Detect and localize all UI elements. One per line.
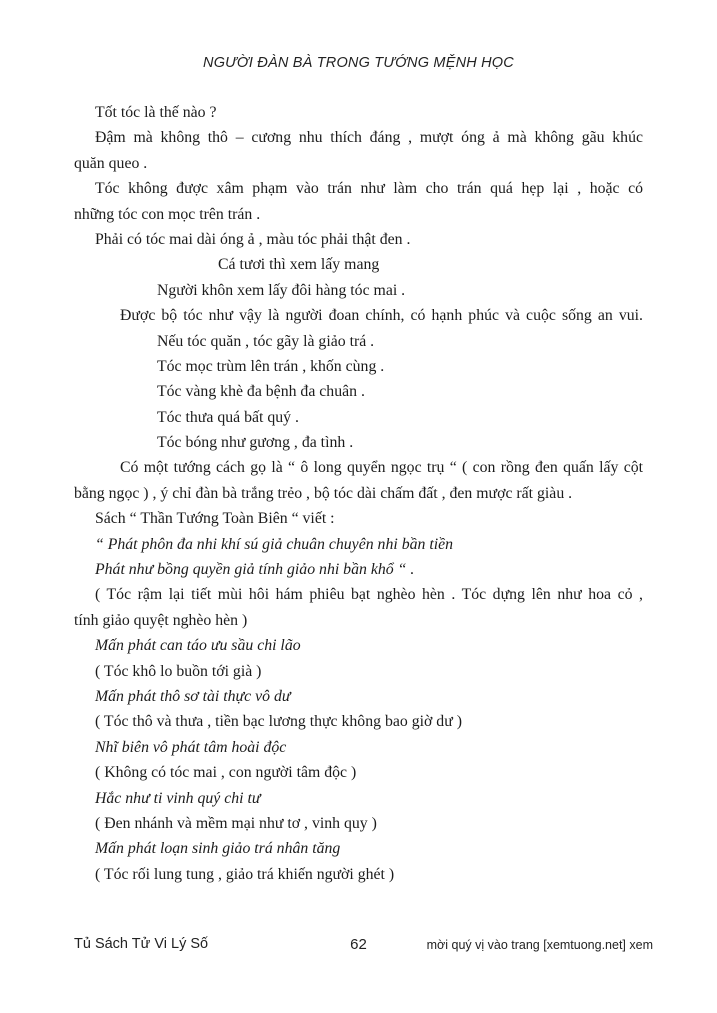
text-line: tính giảo quyệt nghèo hèn ) (74, 611, 248, 629)
text-line: ( Tóc rối lung tung , giảo trá khiến người ghét ) (95, 865, 395, 883)
text-line: Tóc bóng như gương , đa tình . (157, 434, 354, 452)
footer-series-title: Tủ Sách Tử Vi Lý Số (74, 936, 209, 952)
quote-line: Nhĩ biên vô phát tâm hoài độc (95, 738, 287, 756)
text-line: Được bộ tóc như vậy là người đoan chính, có hạnh phúc và cuộc sống an vui. (120, 307, 643, 325)
text-line: Nếu tóc quăn , tóc gãy là giảo trá . (157, 332, 375, 350)
text-line: Đậm mà không thô – cương nhu thích đáng , mượt óng ả mà không gãu khúc (95, 129, 643, 147)
text-line: những tóc con mọc trên trán . (74, 205, 261, 223)
quote-line: Mấn phát thô sơ tài thực vô dư (95, 687, 291, 705)
text-line: Tóc thưa quá bất quý . (157, 408, 299, 426)
text-line: Tóc mọc trùm lên trán , khốn cùng . (157, 357, 385, 375)
quote-line: Phát như bồng quyền giả tính giảo nhi bần khổ “ . (95, 561, 415, 579)
body-text (74, 100, 643, 887)
verse-line: Cá tươi thì xem lấy mang (218, 256, 380, 274)
page-footer (0, 936, 717, 956)
text-line: ( Đen nhánh và mềm mại như tơ , vinh quy ) (95, 814, 377, 832)
text-line: ( Tóc khô lo buồn tới già ) (95, 662, 262, 680)
page-number: 62 (350, 936, 367, 953)
text-line: bằng ngọc ) , ý chỉ đàn bà trắng trẻo , bộ tóc dài chấm đất , đen mược rất giàu . (74, 484, 573, 502)
text-line: Tóc không được xâm phạm vào trán như làm cho trán quá hẹp lại , hoặc có (95, 180, 643, 198)
page-title: NGƯỜI ĐÀN BÀ TRONG TƯỚNG MỆNH HỌC (203, 55, 514, 71)
text-line: quăn queo . (74, 154, 148, 172)
text-line: Tóc vàng khè đa bệnh đa chuân . (157, 383, 365, 401)
text-line: Tốt tóc là thế nào ? (95, 104, 217, 121)
text-line: ( Tóc rậm lại tiết mùi hôi hám phiêu bạt nghèo hèn . Tóc dựng lên như hoa cỏ , (95, 586, 643, 604)
quote-line: Mấn phát can táo ưu sầu chi lão (95, 637, 301, 655)
quote-line: Hắc như ti vinh quý chi tư (95, 789, 261, 807)
text-line: Sách “ Thần Tướng Toàn Biên “ viết : (95, 510, 335, 528)
text-line: ( Không có tóc mai , con người tâm độc ) (95, 764, 357, 782)
quote-line: Mấn phát loạn sinh giảo trá nhân tăng (95, 840, 341, 858)
text-line: Có một tướng cách gọ là “ ô long quyển ngọc trụ “ ( con rồng đen quấn lấy cột (120, 459, 643, 477)
verse-line: Người khôn xem lấy đôi hàng tóc mai . (157, 281, 406, 299)
text-line: ( Tóc thô và thưa , tiền bạc lương thực không bao giờ dư ) (95, 713, 462, 731)
quote-line: “ Phát phôn đa nhi khí sú giả chuân chuyên nhi bần tiền (95, 535, 454, 553)
footer-site-note: mời quý vị vào trang [xemtuong.net] xem (426, 938, 653, 952)
text-line: Phải có tóc mai dài óng ả , màu tóc phải thật đen . (95, 230, 411, 248)
